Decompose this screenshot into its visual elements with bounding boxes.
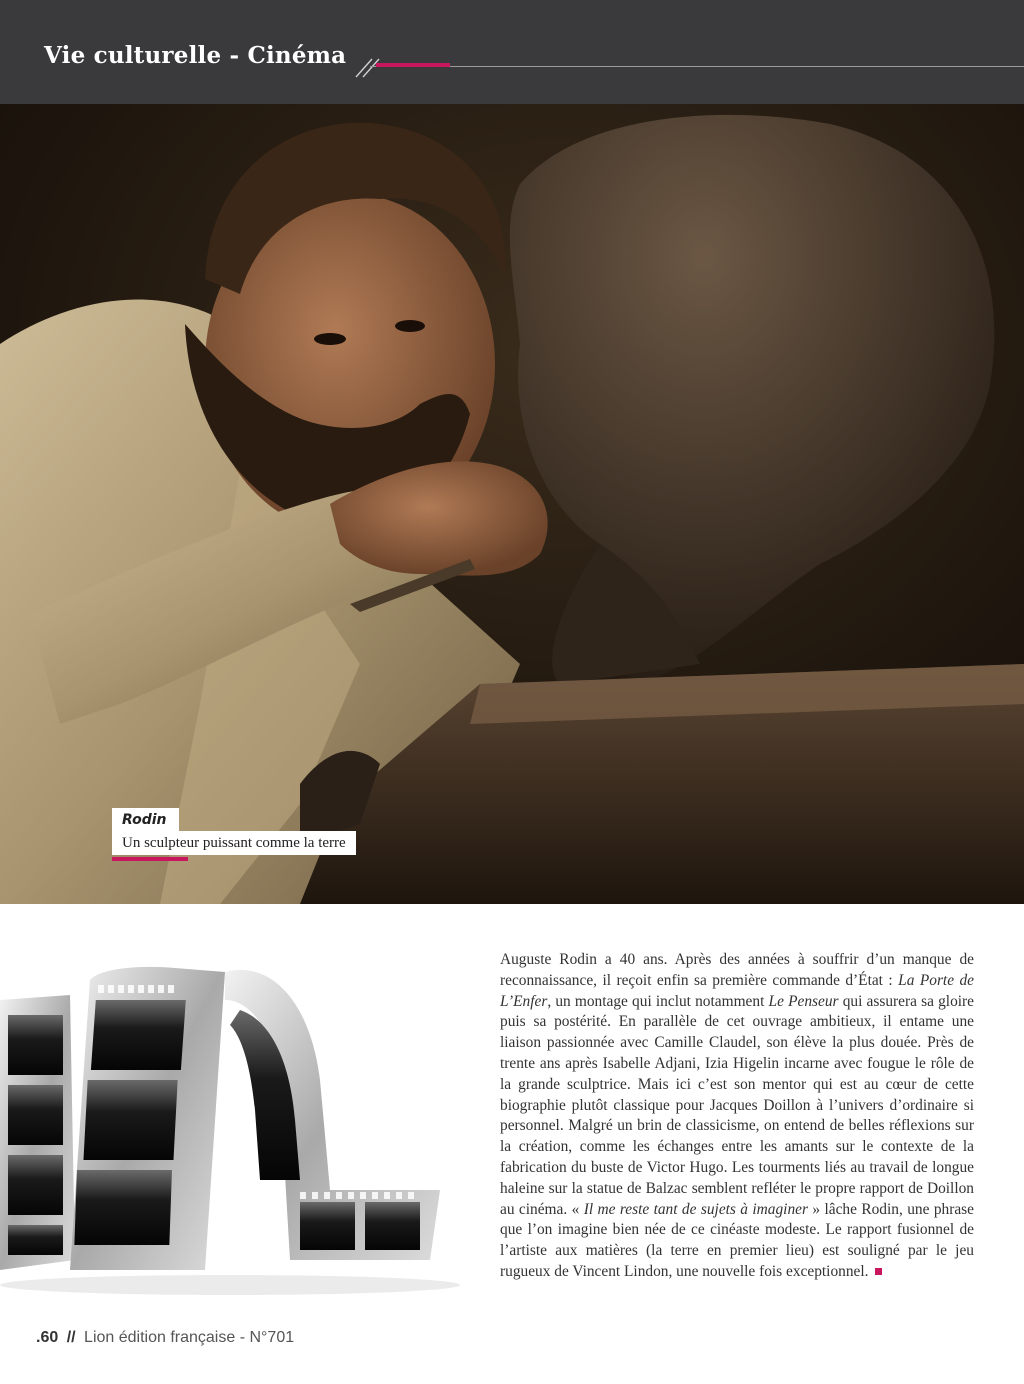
film-strip-middle: [70, 967, 225, 1270]
header-rule: [0, 0, 1024, 104]
article-body: [500, 950, 974, 1283]
page-number: .60: [36, 1329, 59, 1346]
caption-subtitle: Un sculpteur puissant comme la terre: [112, 831, 356, 855]
sculptor-photo-illustration: [0, 104, 1024, 904]
section-header: [0, 0, 1024, 104]
film-strip-left: [0, 995, 75, 1270]
footer-separator: //: [66, 1329, 76, 1346]
publication-name: Lion édition française - N°701: [84, 1329, 295, 1346]
caption-accent-bar: [112, 857, 188, 861]
page-footer: [36, 1329, 294, 1347]
work-title: Le Penseur: [768, 992, 839, 1010]
film-strip-loop: [225, 970, 440, 1260]
section-title: Vie culturelle - Cinéma: [44, 42, 347, 69]
hero-photo: [0, 104, 1024, 904]
caption-title: Rodin: [112, 808, 179, 831]
photo-caption: [112, 808, 356, 861]
article-paragraph: Auguste Rodin a 40 ans. Après des années à souffrir d’un manque de reconnaissance, il reçoit enfin sa première commande d’État : La Porte de L’Enfer, un montage qui inclut notamment Le Penseur qui assurera sa gloire puis sa postérité. En parallèle de cet ouvrage ambitieux, il entame une liaison passionnée avec Camille Claudel, son élève la plus douée. Près de trente ans après Isabelle Adjani, Izia Higelin incarne avec fougue le rôle de la grande sculptrice. Mais ici c’est son mentor qui est au cœur de cette biographie plutôt classique pour Jacques Doillon à l’univers d’ordinaire si personnel. Malgré un brin de classicisme, on entend de belles réflexions sur la création, comme les échanges entre les amants sur le contexte de la fabrication du buste de Victor Hugo. Les tourments liés au travail de longue haleine sur la statue de Balzac semblent refléter le propre rapport de Doillon au cinéma. « Il me reste tant de sujets à imaginer » lâche Rodin, une phrase que l’on imagine bien née de ce cinéaste modeste. Le rapport fusionnel de l’artiste aux matières (la terre en premier lieu) est souligné par le jeu rugueux de Vincent Lindon, une nouvelle fois exceptionnel.: [500, 951, 975, 1280]
end-of-article-mark: [875, 1268, 882, 1275]
work-title: La Porte de L’Enfer: [500, 971, 975, 1010]
film-strip-illustration: [0, 940, 460, 1300]
quote: Il me reste tant de sujets à imaginer: [583, 1200, 808, 1218]
